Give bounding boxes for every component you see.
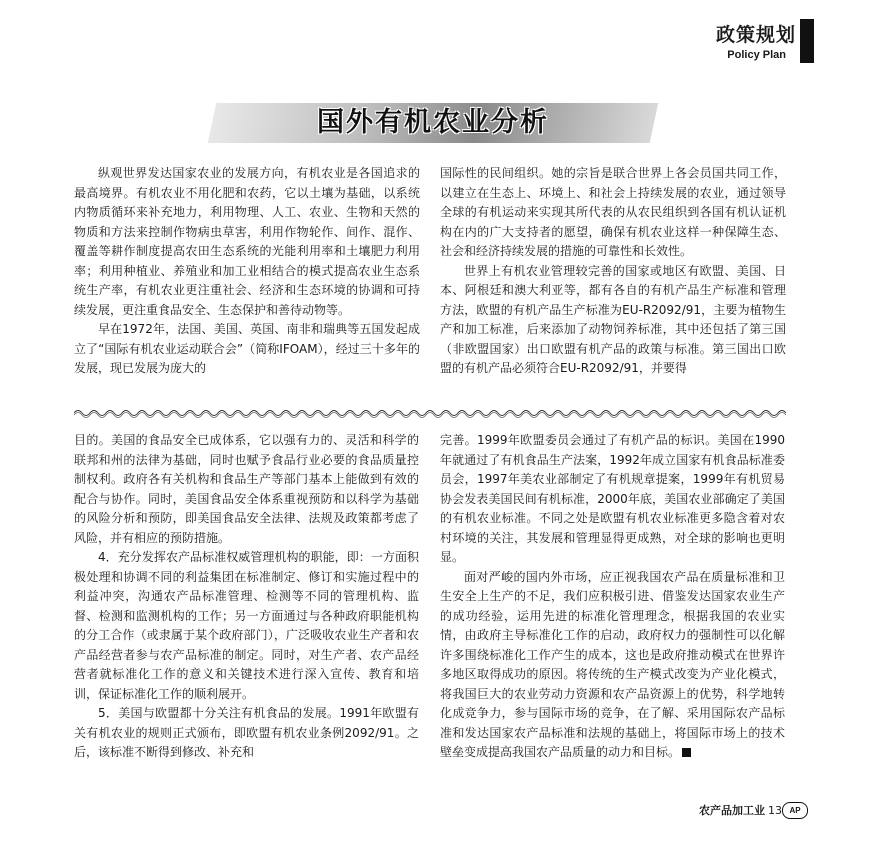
section-title-cn: 政策规划 (715, 24, 796, 46)
paragraph: 早在1972年，法国、美国、英国、南非和瑞典等五国发起成立了“国际有机农业运动联合会”（简称IFOAM），经过三十多年的发展，现已发展为庞大的 (74, 322, 420, 375)
paragraph: 纵观世界发达国家农业的发展方向，有机农业是各国追求的最高境界。有机农业不用化肥和农药，它以土壤为基础，以系统内物质循环来补充地力，利用物理、人工、农业、生物和天然的物质和方法来控制作物病虫草害，利用作物轮作、间作、混作、覆盖等耕作制度提高农田生态系统的光能利用率和土壤肥力利用率；利用种植业、养殖业和加工业相结合的模式提高农业生态系统生产率，有机农业更注重社会、经济和生态环境的协调和可持续发展，更注重食品安全、生态保护和善待动物等。 (74, 166, 420, 317)
end-of-article-mark (682, 748, 691, 757)
journal-logo: AP (782, 802, 808, 819)
paragraph-with-end-mark (440, 568, 785, 763)
section-marker-bar (800, 19, 814, 63)
column-bottom-left (74, 431, 419, 763)
paragraph: 目的。美国的食品安全已成体系，它以强有力的、灵活和科学的联邦和州的法律为基础，同时也赋予食品行业必要的食品质量控制权利。政府各有关机构和食品生产等部门基本上能做到有效的配合与协作。同时，美国食品安全体系重视预防和以科学为基础的风险分析和预防，即美国食品安全法律、法规及政策都考虑了风险，并有相应的预防措施。 (74, 433, 419, 545)
column-top-right (440, 164, 786, 379)
section-title-en: Policy Plan (727, 49, 786, 61)
column-bottom-right (440, 431, 785, 763)
paragraph: 完善。1999年欧盟委员会通过了有机产品的标识。美国在1990年就通过了有机食品生产法案，1992年成立国家有机食品标准委员会，1997年美农业部制定了有机规章提案，1999年有机贸易协会发表美国民间有机标准，2000年底，美国农业部确定了美国的有机农业标准。不同之处是欧盟有机农业标准更多隐含着对农村环境的关注，其发展和管理显得更成熟，对全球的影响也更明显。 (440, 433, 785, 564)
title-banner (212, 103, 654, 143)
paragraph: 5．美国与欧盟都十分关注有机食品的发展。1991年欧盟有关有机农业的规则正式颁布，即欧盟有机农业条例2092/91。之后，该标准不断得到修改、补充和 (74, 706, 419, 759)
column-top-left (74, 164, 420, 379)
paragraph: 国际性的民间组织。她的宗旨是联合世界上各会员国共同工作，以建立在生态上、环境上、和社会上持续发展的农业，通过领导全球的有机运动来实现其所代表的从农民组织到各国有机认证机构在内的广大支持者的愿望，确保有机农业这样一种保障生态、社会和经济持续发展的措施的可靠性和长效性。 (440, 166, 786, 258)
wavy-divider (74, 407, 786, 419)
journal-name: 农产品加工业 (699, 804, 765, 817)
article-title: 国外有机农业分析 (317, 107, 549, 138)
paragraph: 4．充分发挥农产品标准权威管理机构的职能，即：一方面积极处理和协调不同的利益集团在标准制定、修订和实施过程中的利益冲突，沟通农产品标准管理、检测等不同的管理机构、监督、检测和监测机构的工作；另一方面通过与各种政府职能机构的分工合作（或隶属于某个政府部门），广泛吸收农业生产者和农产品经营者参与农产品标准的制定。同时，对生产者、农产品经营者就标准化工作的意义和关键技术进行深入宣传、教育和培训，保证标准化工作的顺利展开。 (74, 550, 419, 701)
section-tag (716, 20, 796, 61)
paragraph: 世界上有机农业管理较完善的国家或地区有欧盟、美国、日本、阿根廷和澳大利亚等，都有各自的有机产品生产标准和管理方法，欧盟的有机产品生产标准为EU-R2092/91，主要为植物生产和加工标准，后来添加了动物饲养标准，其中还包括了第三国（非欧盟国家）出口欧盟有机产品的政策与标准。第三国出口欧盟的有机产品必须符合EU-R2092/91，并要得 (440, 263, 786, 375)
paragraph-text: 面对严峻的国内外市场，应正视我国农产品在质量标准和卫生安全上生产的不足，我们应积极引进、借鉴发达国家农业生产的成功经验，运用先进的标准化管理理念，根据我国的农业实情，由政府主导标准化工作的启动，政府权力的强制性可以化解许多围绕标准化工作产生的成本，这也是政府推动模式在世界许多地区取得成功的原因。将传统的生产模式改变为产业化模式，将我国巨大的农业劳动力资源和农产品资源上的优势，科学地转化成竞争力，参与国际市场的竞争，在了解、采用国际农产品标准和发达国家农产品标准和法规的基础上，将国际市场上的技术壁垒变成提高我国农产品质量的动力和目标。 (440, 569, 785, 759)
page-footer (699, 802, 782, 818)
page-number: 13 (768, 804, 782, 817)
